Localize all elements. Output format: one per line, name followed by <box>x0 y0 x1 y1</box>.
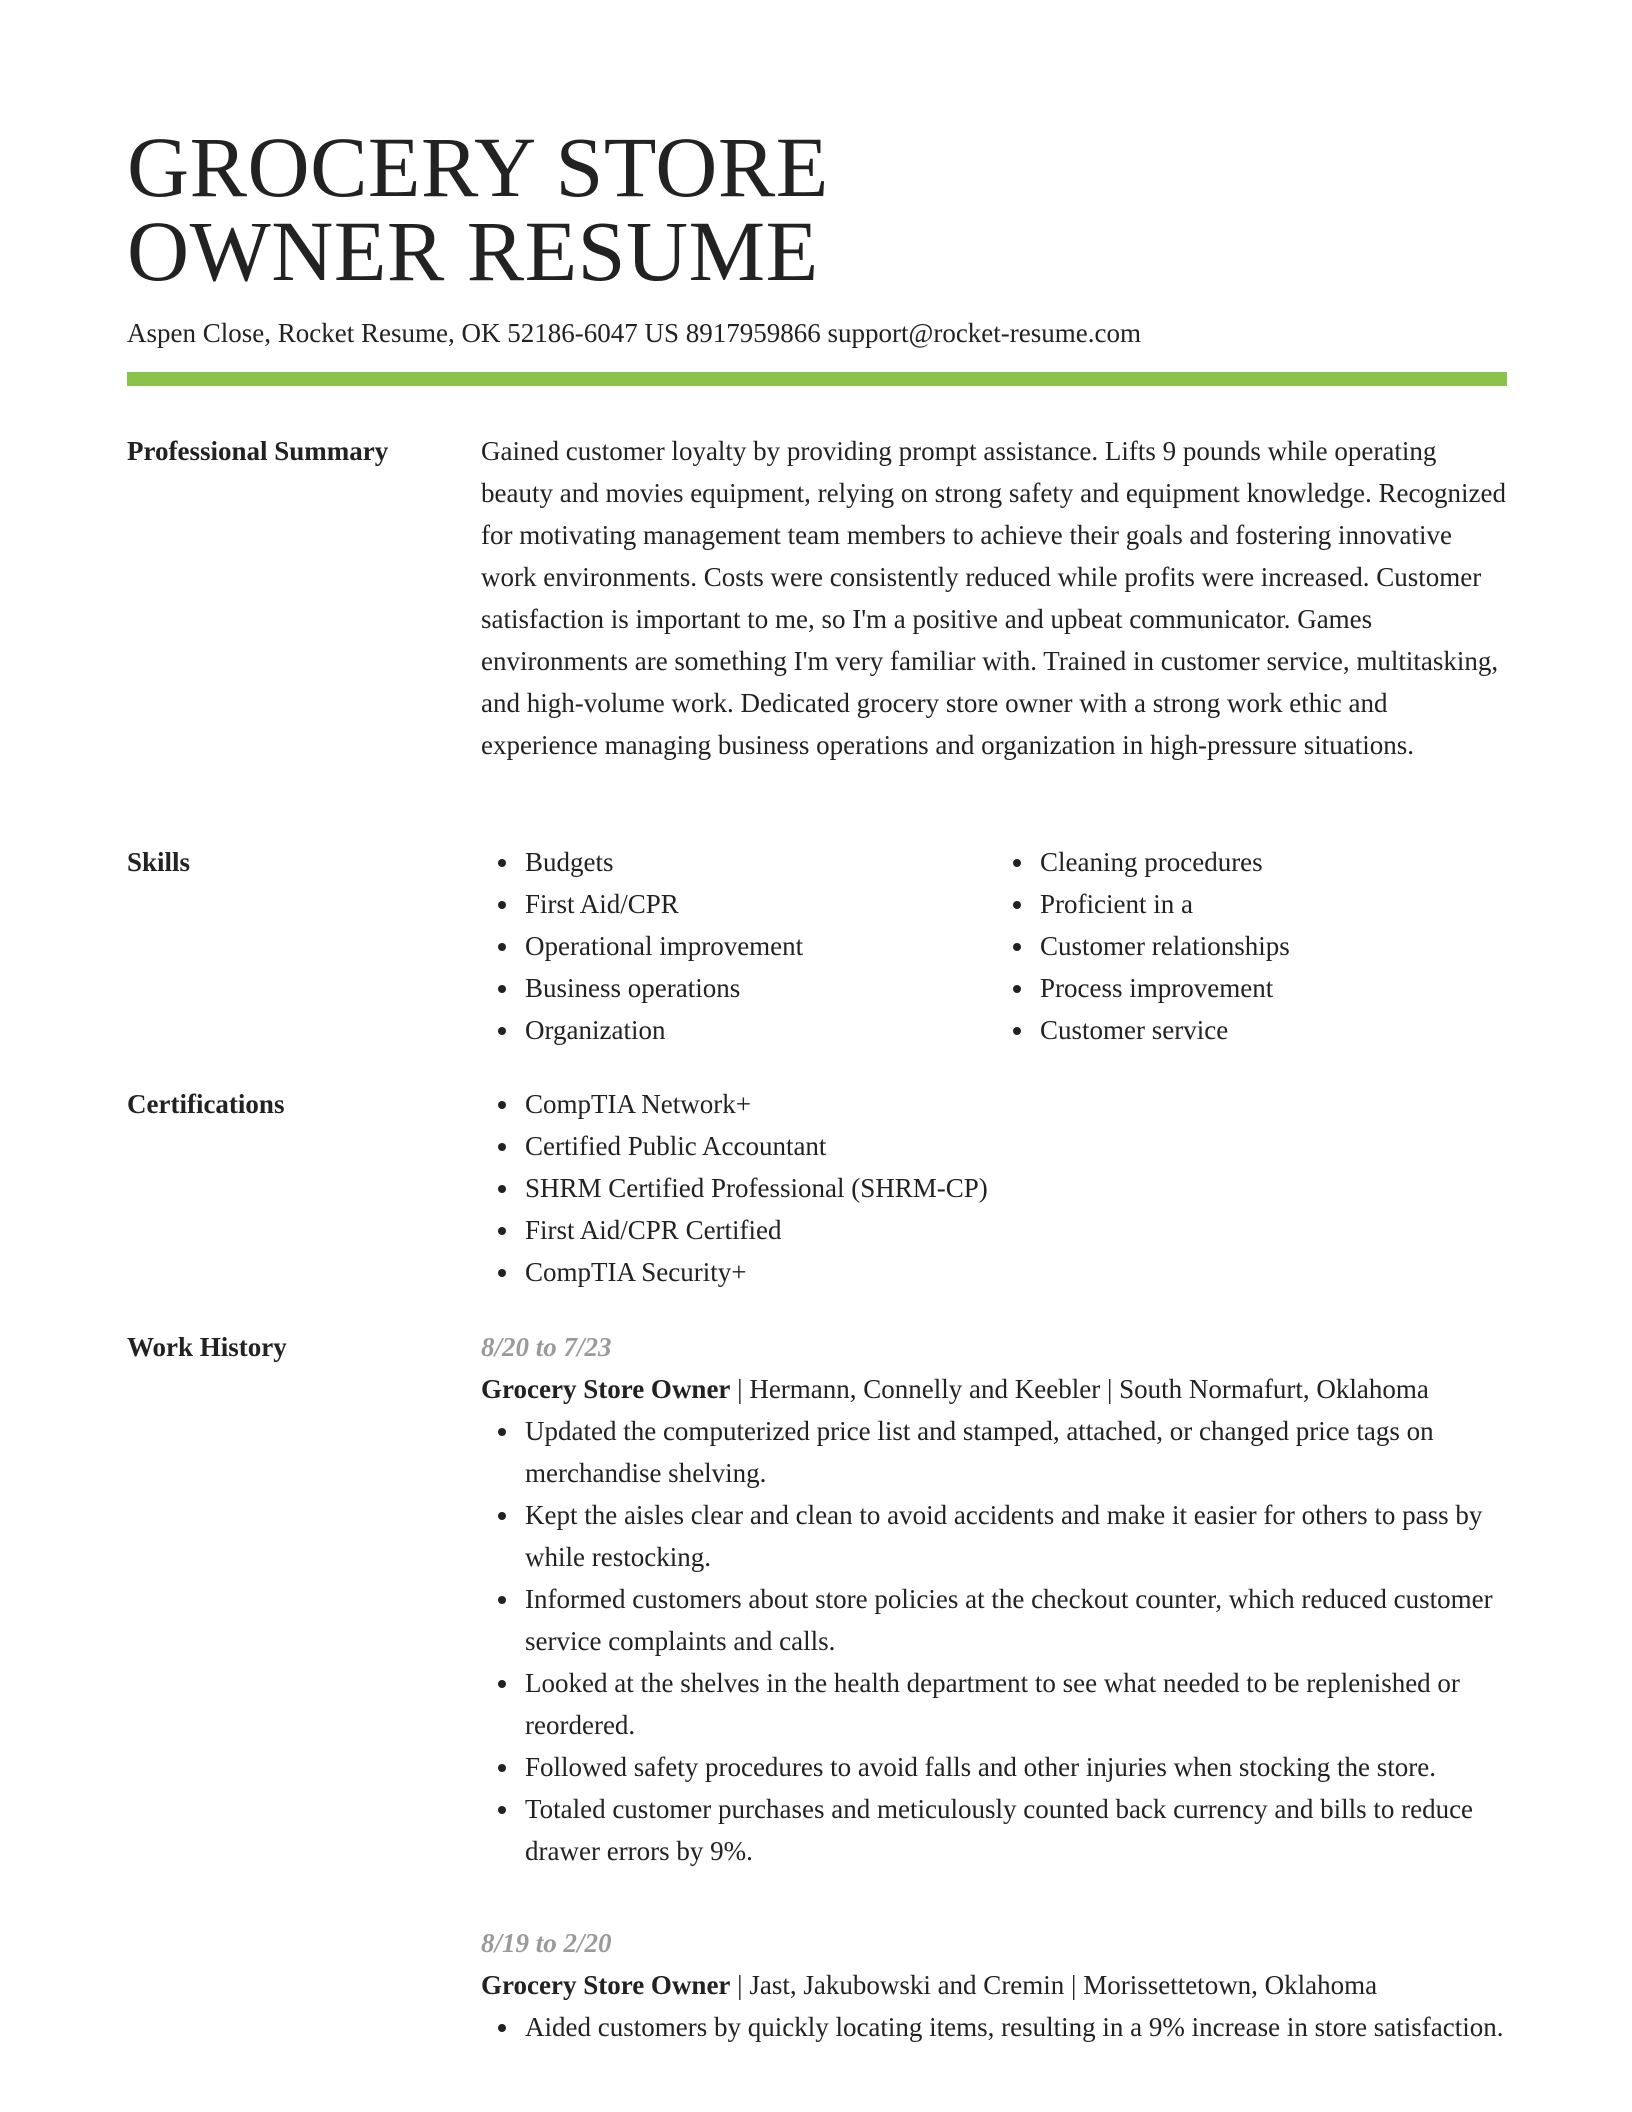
title-line-1: GROCERY STORE <box>127 119 829 215</box>
job-title-line <box>481 1964 1511 2006</box>
summary-body <box>481 430 1511 766</box>
accent-divider <box>127 372 1507 386</box>
certifications-body <box>481 1083 1511 1293</box>
certification-item: CompTIA Security+ <box>525 1251 1511 1293</box>
certification-item: CompTIA Network+ <box>525 1083 1511 1125</box>
job-duty-item: Kept the aisles clear and clean to avoid accidents and make it easier for others to pass by while restocking. <box>525 1494 1511 1578</box>
skill-item: Process improvement <box>1040 967 1511 1009</box>
certification-item: Certified Public Accountant <box>525 1125 1511 1167</box>
skill-item: First Aid/CPR <box>525 883 996 925</box>
job-entry <box>481 1326 1511 1872</box>
job-duty-item: Informed customers about store policies at the checkout counter, which reduced customer service complaints and calls. <box>525 1578 1511 1662</box>
skill-item: Organization <box>525 1009 996 1051</box>
job-duties-list <box>481 1410 1511 1872</box>
certifications-list <box>481 1083 1511 1293</box>
job-duty-item: Aided customers by quickly locating items, resulting in a 9% increase in store satisfaction. <box>525 2006 1511 2048</box>
summary-heading: Professional Summary <box>127 436 389 466</box>
skill-item: Customer service <box>1040 1009 1511 1051</box>
job-dates: 8/20 to 7/23 <box>481 1332 612 1362</box>
skill-item: Operational improvement <box>525 925 996 967</box>
work-history-heading: Work History <box>127 1332 287 1362</box>
job-entry <box>481 1922 1511 2048</box>
skill-item: Cleaning procedures <box>1040 841 1511 883</box>
job-duty-item: Updated the computerized price list and stamped, attached, or changed price tags on merchandise shelving. <box>525 1410 1511 1494</box>
resume-title <box>127 119 829 299</box>
skill-item: Business operations <box>525 967 996 1009</box>
certification-item: SHRM Certified Professional (SHRM-CP) <box>525 1167 1511 1209</box>
skills-body <box>481 841 1511 1051</box>
job-duty-item: Followed safety procedures to avoid falls and other injuries when stocking the store. <box>525 1746 1511 1788</box>
skill-item: Customer relationships <box>1040 925 1511 967</box>
summary-text: Gained customer loyalty by providing prompt assistance. Lifts 9 pounds while operating beauty and movies equipment, relying on strong safety and equipment knowledge. Recognized for motivating management team members to achieve their goals and fostering innovative work environments. Costs were consistently reduced while profits were increased. Customer satisfaction is important to me, so I'm a positive and upbeat communicator. Games environments are something I'm very familiar with. Trained in customer service, multitasking, and high-volume work. Dedicated grocery store owner with a strong work ethic and experience managing business operations and organization in high-pressure situations. <box>481 436 1506 760</box>
job-title-line <box>481 1368 1511 1410</box>
skills-list-right <box>996 841 1511 1051</box>
job-employer-location: | Jast, Jakubowski and Cremin | Morissettetown, Oklahoma <box>730 1970 1378 2000</box>
job-employer-location: | Hermann, Connelly and Keebler | South Normafurt, Oklahoma <box>730 1374 1429 1404</box>
work-history-body <box>481 1326 1511 2042</box>
job-role: Grocery Store Owner <box>481 1374 731 1404</box>
skills-heading: Skills <box>127 847 191 877</box>
title-line-2: OWNER RESUME <box>127 203 819 299</box>
certification-item: First Aid/CPR Certified <box>525 1209 1511 1251</box>
job-dates: 8/19 to 2/20 <box>481 1928 612 1958</box>
skills-list-left <box>481 841 996 1051</box>
skills-columns <box>481 841 1511 1051</box>
job-duty-item: Totaled customer purchases and meticulously counted back currency and bills to reduce drawer errors by 9%. <box>525 1788 1511 1872</box>
certifications-heading: Certifications <box>127 1089 285 1119</box>
job-duty-item: Looked at the shelves in the health department to see what needed to be replenished or reordered. <box>525 1662 1511 1746</box>
skill-item: Budgets <box>525 841 996 883</box>
contact-info: Aspen Close, Rocket Resume, OK 52186-6047 US 8917959866 support@rocket-resume.com <box>127 318 1141 348</box>
job-role: Grocery Store Owner <box>481 1970 731 2000</box>
job-duties-list <box>481 2006 1511 2048</box>
skill-item: Proficient in a <box>1040 883 1511 925</box>
